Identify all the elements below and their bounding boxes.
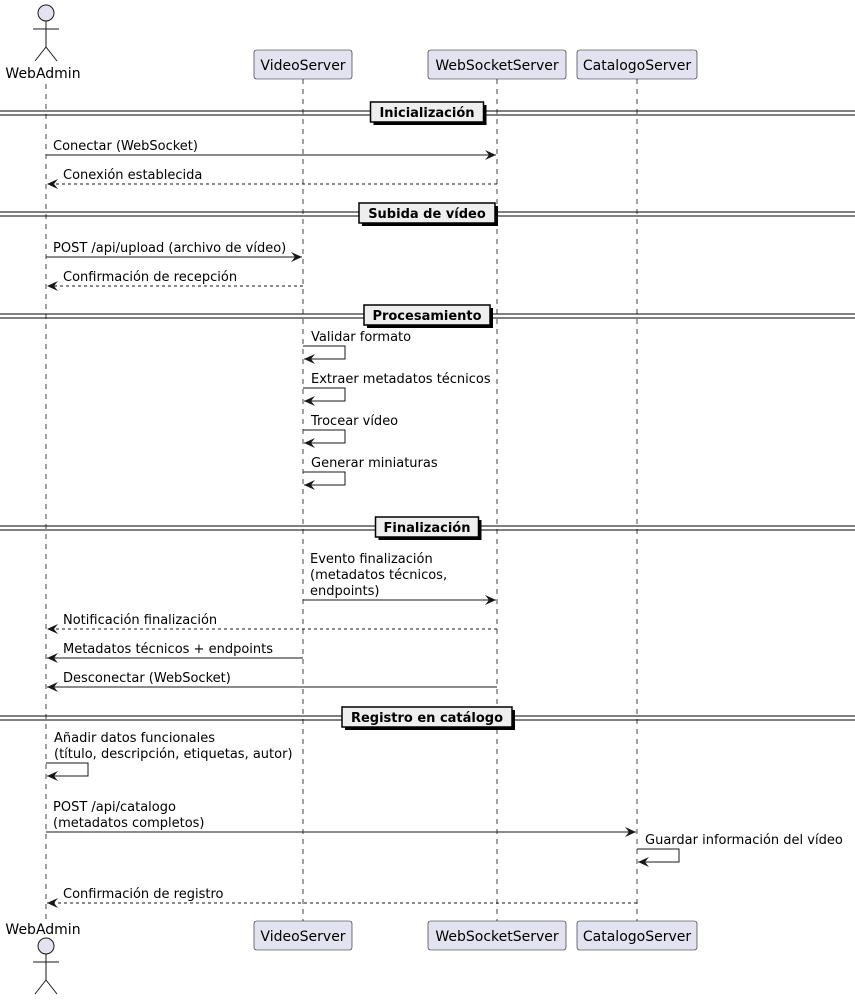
message-label: Guardar información del vídeo bbox=[645, 833, 843, 848]
actor-leg-right-top bbox=[46, 47, 57, 61]
message-label: Confirmación de recepción bbox=[63, 270, 238, 285]
message-label: (metadatos completos) bbox=[53, 816, 205, 831]
message-label: (metadatos técnicos, bbox=[310, 568, 448, 583]
section-title: Finalización bbox=[383, 521, 471, 536]
message-label: Trocear vídeo bbox=[311, 414, 399, 429]
actor-head-top bbox=[38, 5, 54, 21]
message-label: Confirmación de registro bbox=[63, 887, 224, 902]
self-message-arrow bbox=[303, 472, 345, 485]
actor-label-bottom: WebAdmin bbox=[5, 922, 81, 938]
participant-label-ws-top: WebSocketServer bbox=[435, 58, 559, 74]
section-title: Subida de vídeo bbox=[368, 207, 486, 222]
section-title: Inicialización bbox=[379, 106, 475, 121]
message-label: Conexión establecida bbox=[63, 168, 203, 183]
participant-label-video-top: VideoServer bbox=[260, 58, 346, 74]
actor-head-bottom bbox=[38, 938, 54, 954]
message-label: POST /api/catalogo bbox=[53, 800, 176, 815]
message-label: Metadatos técnicos + endpoints bbox=[63, 642, 273, 657]
message-label: Añadir datos funcionales bbox=[54, 731, 215, 746]
message-label: endpoints) bbox=[310, 584, 380, 599]
self-message-arrow bbox=[303, 430, 345, 443]
message-label: Desconectar (WebSocket) bbox=[63, 671, 231, 686]
message-label: Extraer metadatos técnicos bbox=[311, 372, 491, 387]
message-label: Notificación finalización bbox=[63, 613, 218, 628]
section-title: Registro en catálogo bbox=[350, 711, 504, 726]
self-message-arrow bbox=[303, 346, 345, 359]
participant-label-ws-bottom: WebSocketServer bbox=[435, 929, 559, 945]
self-message-arrow bbox=[303, 388, 345, 401]
section-title: Procesamiento bbox=[372, 309, 482, 324]
actor-leg-left-top bbox=[35, 47, 46, 61]
message-label: (título, descripción, etiquetas, autor) bbox=[54, 747, 293, 762]
participant-label-catalogo-bottom: CatalogoServer bbox=[582, 929, 692, 945]
participant-label-video-bottom: VideoServer bbox=[260, 929, 346, 945]
message-label: Generar miniaturas bbox=[311, 456, 438, 471]
actor-leg-left-bottom bbox=[35, 980, 46, 994]
actor-label-top: WebAdmin bbox=[5, 66, 81, 82]
self-message-arrow bbox=[46, 763, 88, 776]
message-label: Validar formato bbox=[311, 330, 412, 345]
message-label: Conectar (WebSocket) bbox=[53, 139, 198, 154]
participant-label-catalogo-top: CatalogoServer bbox=[582, 58, 692, 74]
actor-leg-right-bottom bbox=[46, 980, 57, 994]
message-label: POST /api/upload (archivo de vídeo) bbox=[53, 241, 287, 256]
message-label: Evento finalización bbox=[310, 552, 433, 567]
self-message-arrow bbox=[637, 849, 679, 862]
